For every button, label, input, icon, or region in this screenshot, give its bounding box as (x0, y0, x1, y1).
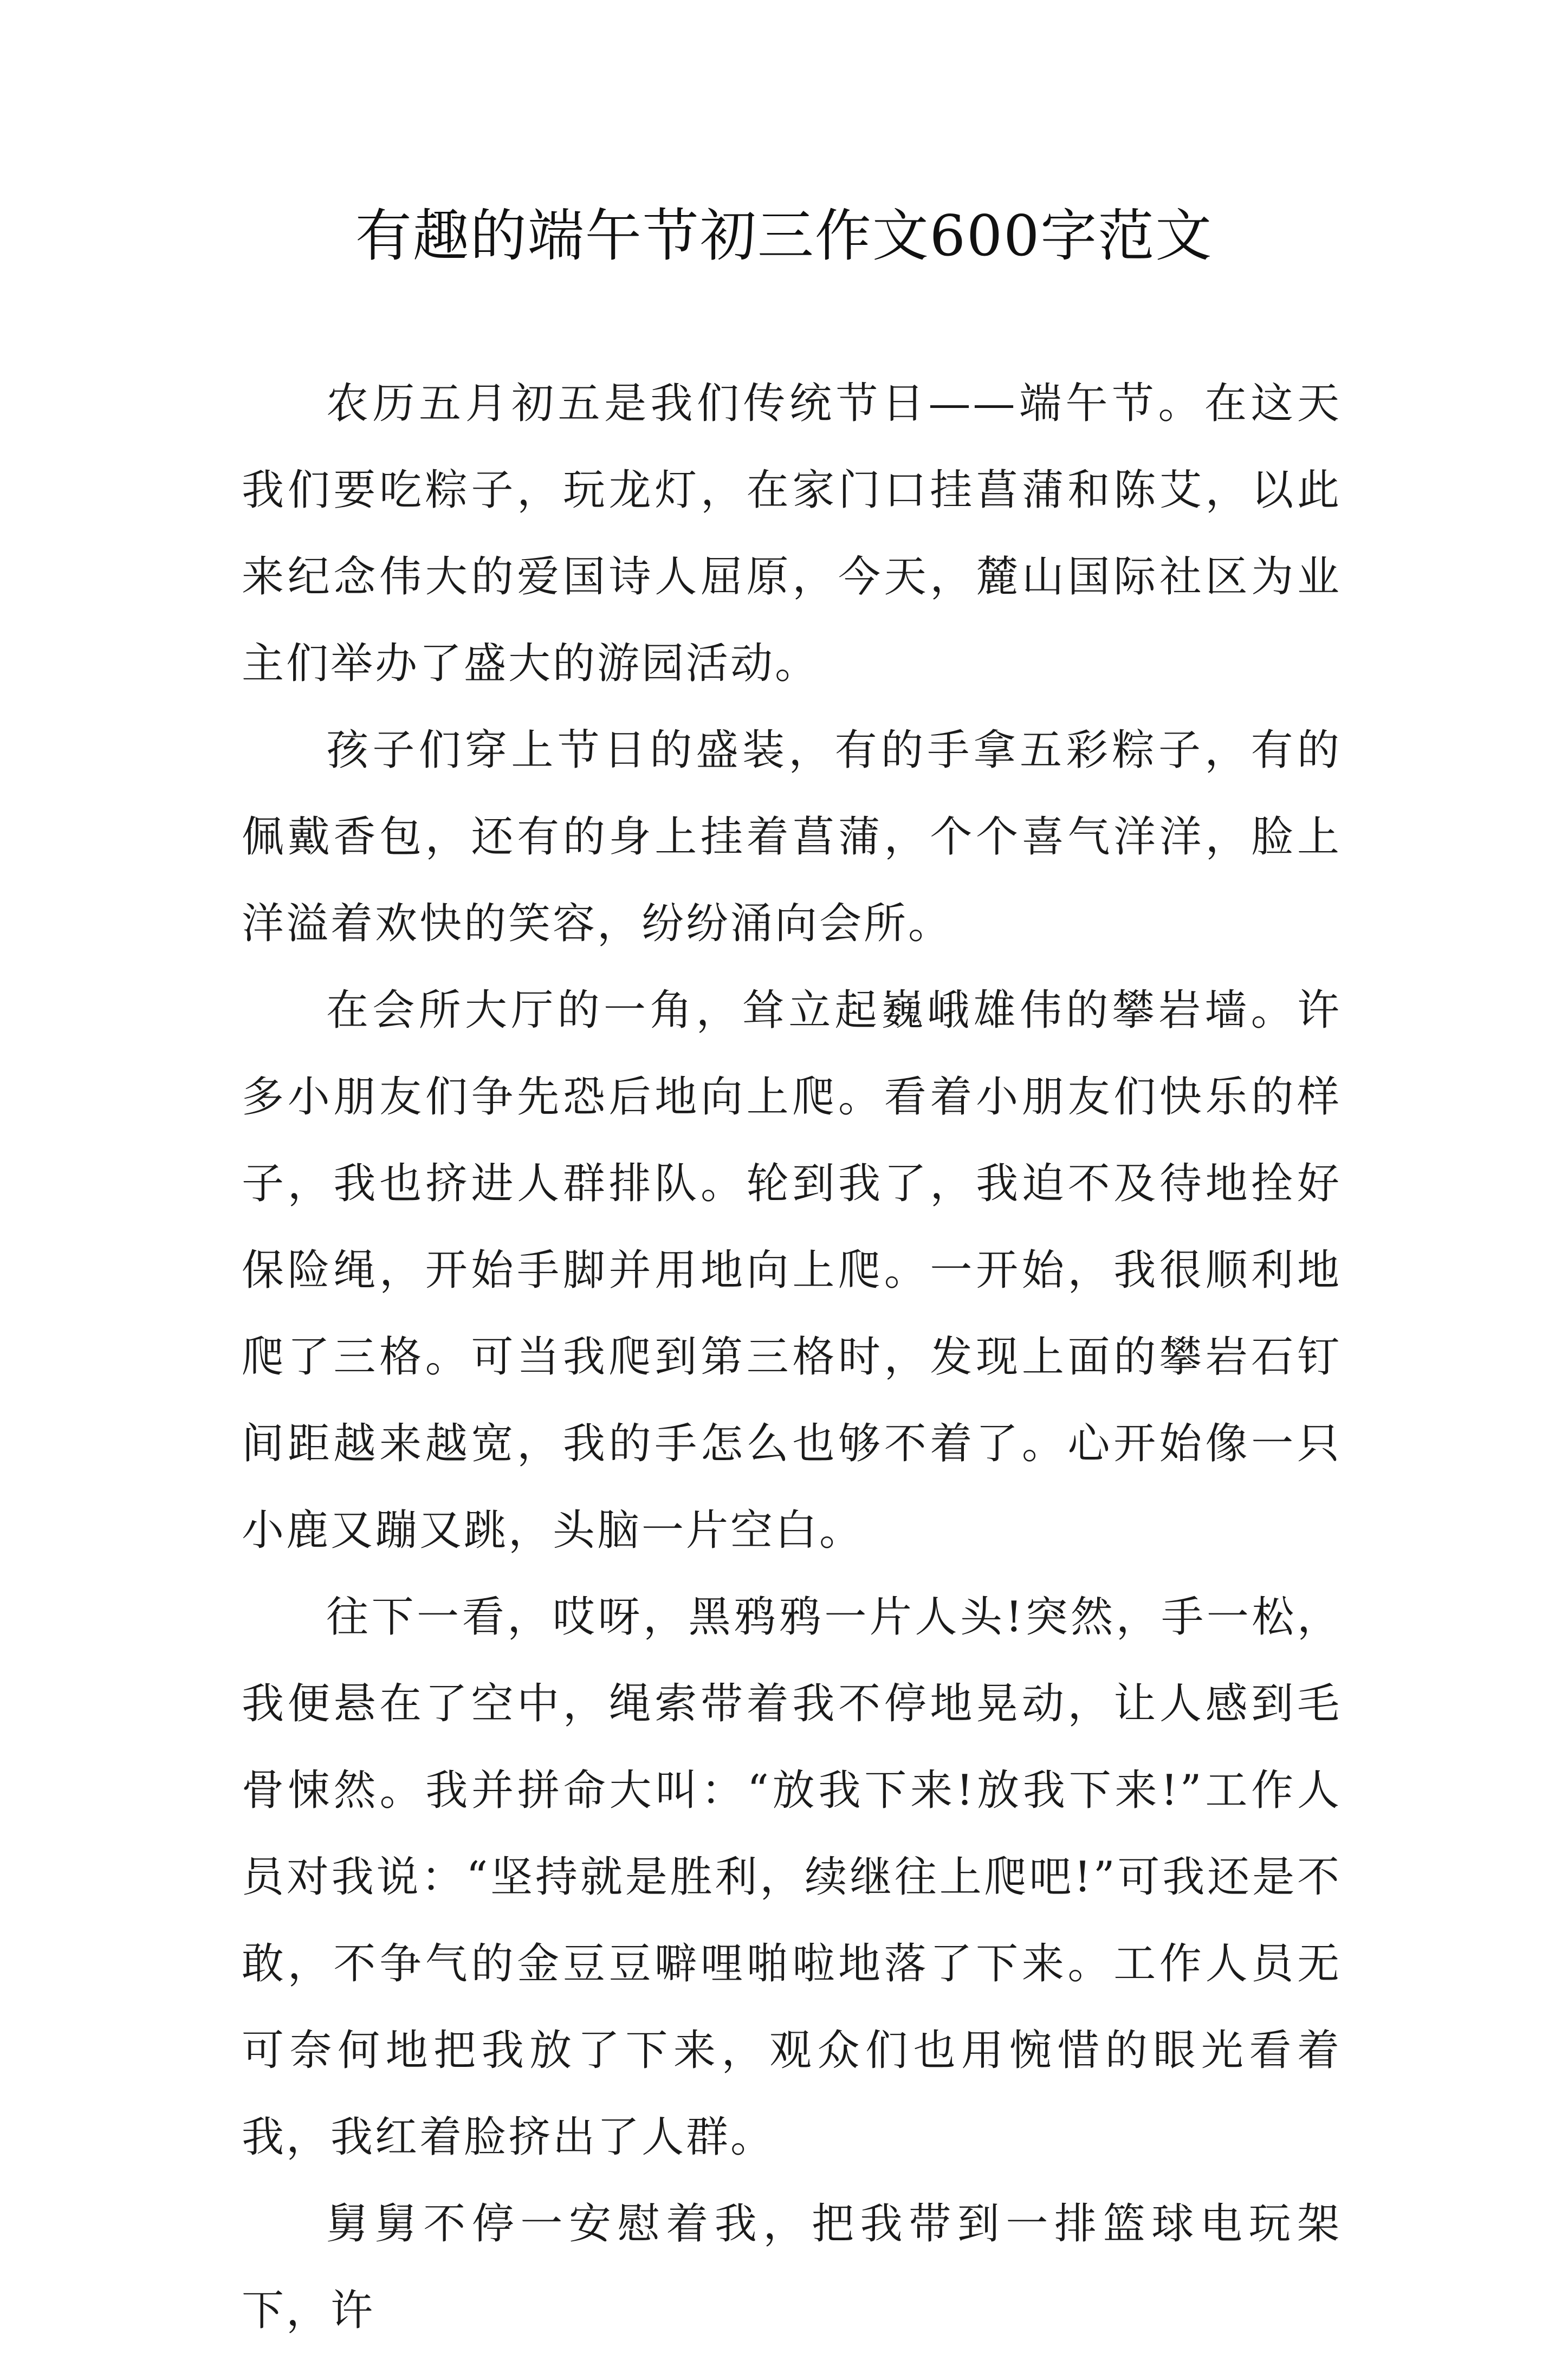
paragraph-5: 舅舅不停一安慰着我，把我带到一排篮球电玩架下，许 (242, 2200, 1342, 2335)
paragraph-1: 农历五月初五是我们传统节日——端午节。在这天我们要吃粽子，玩龙灯，在家门口挂菖蒲和陈艾，以此来纪念伟大的爱国诗人屈原，今天，麓山国际社区为业主们举办了盛大的游园活动。 (242, 379, 1342, 688)
document-body (242, 360, 1342, 2354)
paragraph-2: 孩子们穿上节日的盛装，有的手拿五彩粽子，有的佩戴香包，还有的身上挂着菖蒲，个个喜气洋洋，脸上洋溢着欢快的笑容，纷纷涌向会所。 (242, 726, 1342, 948)
paragraph-4: 往下一看，哎呀，黑鸦鸦一片人头!突然，手一松，我便悬在了空中，绳索带着我不停地晃动，让人感到毛骨悚然。我并拼命大叫：“放我下来!放我下来!”工作人员对我说：“坚持就是胜利，续继往上爬吧!”可我还是不敢，不争气的金豆豆噼哩啪啦地落了下来。工作人员无可奈何地把我放了下来，观众们也用惋惜的眼光看着我，我红着脸挤出了人群。 (242, 1593, 1342, 2162)
document-title: 有趣的端午节初三作文600字范文 (355, 203, 1213, 269)
paragraph-3: 在会所大厅的一角，耸立起巍峨雄伟的攀岩墙。许多小朋友们争先恐后地向上爬。看着小朋友们快乐的样子，我也挤进人群排队。轮到我了，我迫不及待地拴好保险绳，开始手脚并用地向上爬。一开始，我很顺利地爬了三格。可当我爬到第三格时，发现上面的攀岩石钉间距越来越宽，我的手怎么也够不着了。心开始像一只小鹿又蹦又跳，头脑一片空白。 (242, 986, 1342, 1555)
